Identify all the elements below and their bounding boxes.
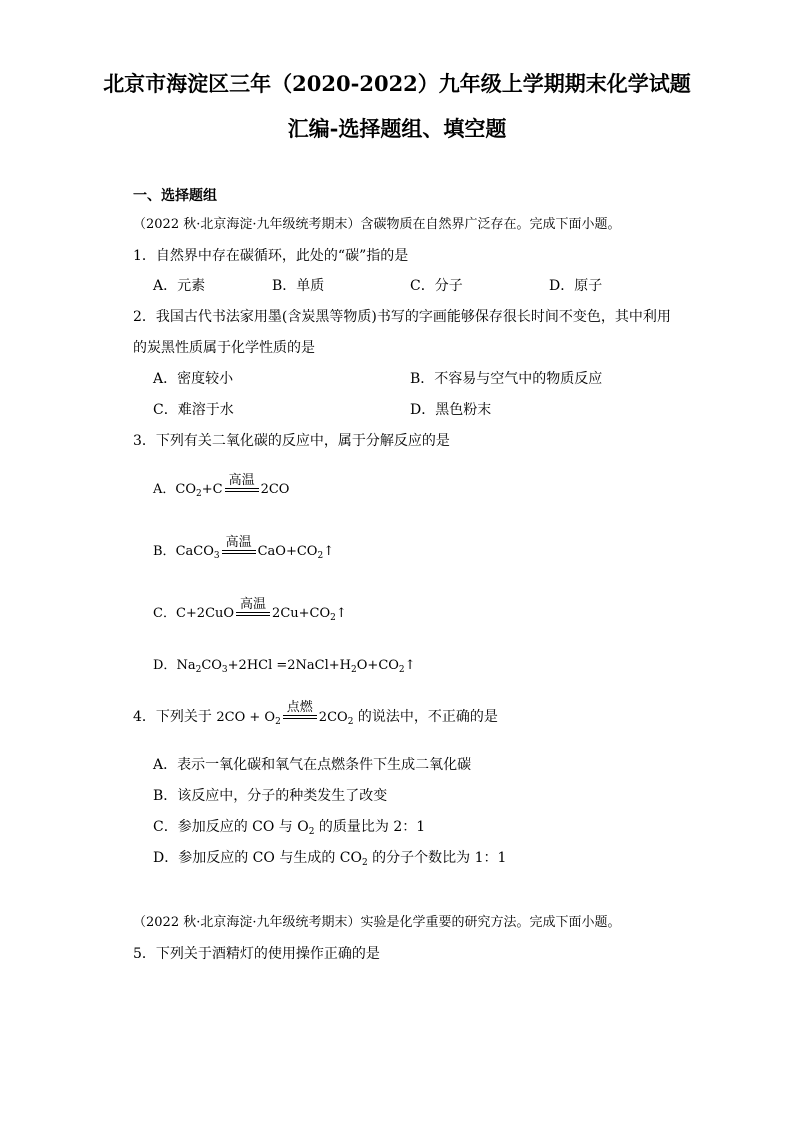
- q4-option-b: B．该反应中，分子的种类发生了改变: [153, 788, 388, 804]
- gas-arrow-icon: ↑: [404, 658, 416, 673]
- q2-option-d: D．黑色粉末: [410, 402, 492, 418]
- q2-stem-line2: 的炭黑性质属于化学性质的是: [133, 340, 315, 356]
- group1-intro: （2022 秋·北京海淀·九年级统考期末）含碳物质在自然界广泛存在。完成下面小题。: [133, 217, 621, 232]
- reaction-condition-sign: 高温: [225, 483, 259, 497]
- q5-stem: 5．下列关于酒精灯的使用操作正确的是: [133, 946, 380, 962]
- q1-option-c: C．分子: [410, 278, 463, 294]
- reaction-condition-sign: 高温: [222, 545, 256, 559]
- document-title-line2: 汇编-选择题组、填空题: [287, 116, 507, 141]
- q2-option-b: B．不容易与空气中的物质反应: [410, 371, 603, 387]
- q1-stem: 1．自然界中存在碳循环，此处的“碳”指的是: [133, 248, 409, 264]
- q2-stem-line1: 2．我国古代书法家用墨(含炭黑等物质)书写的字画能够保存很长时间不变色，其中利用: [133, 309, 671, 325]
- q3-option-d: D．$Na_2CO_3+2HCl$ $=2NaCl+H_2O+CO_2↑$: [153, 658, 416, 675]
- gas-arrow-icon: ↑: [335, 606, 347, 621]
- section-heading: 一、选择题组: [133, 188, 217, 204]
- q3-option-b: B．CaCO$_3$ 高温 $CaO+CO_2↑$: [153, 534, 335, 561]
- q3-option-a: A．$CO_2+C$ 高温 2CO: [153, 472, 290, 499]
- q1-option-b: B．单质: [272, 278, 325, 294]
- q4-option-a: A．表示一氧化碳和氧气在点燃条件下生成二氧化碳: [153, 757, 472, 773]
- q4-option-d: D．参加反应的 CO 与生成的 $CO_2$ 的分子个数比为 1：1: [153, 850, 507, 868]
- document-title-line1: 北京市海淀区三年（2020-2022）九年级上学期期末化学试题: [103, 71, 691, 96]
- reaction-condition-sign: 点燃: [283, 710, 317, 724]
- q3-stem: 3．下列有关二氧化碳的反应中，属于分解反应的是: [133, 433, 450, 449]
- q4-stem: 4．下列关于 $2CO + O_2$ 点燃 $2CO_2$ 的说法中，不正确的是: [133, 700, 498, 727]
- q3-option-c: C．C+2CuO 高温 $2Cu+CO_2↑$: [153, 596, 347, 623]
- q1-option-a: A．元素: [153, 278, 206, 294]
- gas-arrow-icon: ↑: [323, 544, 335, 559]
- q4-option-c: C．参加反应的 CO 与 $O_2$ 的质量比为 2：1: [153, 819, 426, 837]
- q2-option-a: A．密度较小: [153, 371, 234, 387]
- q2-option-c: C．难溶于水: [153, 402, 234, 418]
- reaction-condition-sign: 高温: [236, 607, 270, 621]
- group2-intro: （2022 秋·北京海淀·九年级统考期末）实验是化学重要的研究方法。完成下面小题。: [133, 915, 621, 930]
- q1-option-d: D．原子: [549, 278, 603, 294]
